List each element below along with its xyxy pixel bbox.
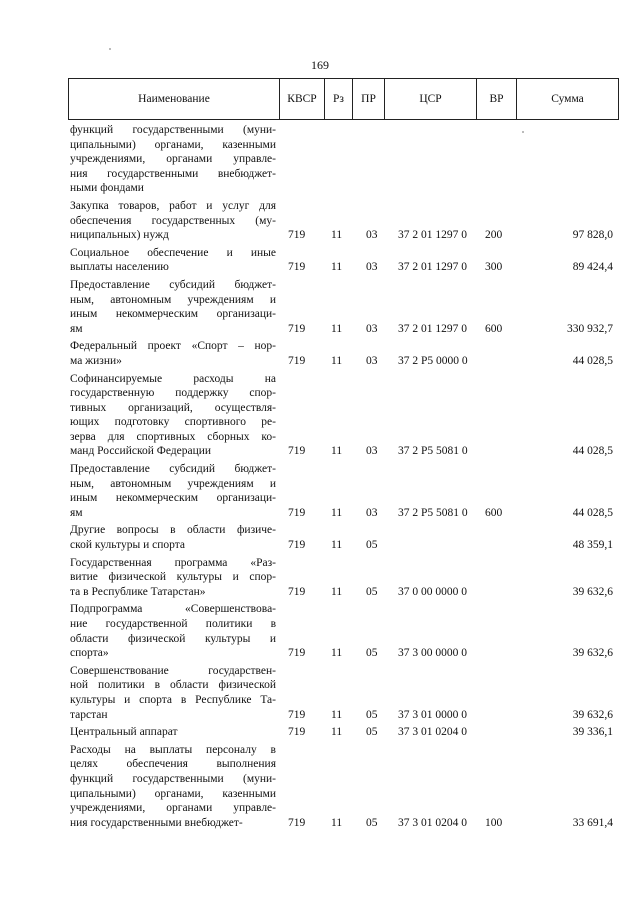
cell-pr: 03 [366, 229, 378, 242]
row-name [70, 372, 276, 463]
header-pr: ПР [353, 79, 385, 119]
row-name [70, 602, 276, 663]
table-body [70, 123, 619, 833]
table-row [70, 339, 619, 371]
row-name-line: функций государственными (муни- [70, 772, 276, 785]
row-name-line: та в Республике Татарстан» [70, 585, 206, 598]
cell-sum: 39 632,6 [572, 585, 613, 598]
cell-rz: 11 [331, 261, 343, 274]
row-name-line: ской культуры и спорта [70, 539, 185, 552]
header-sum: Сумма [551, 93, 584, 105]
row-name-line: иным некоммерческим организаци- [70, 492, 276, 505]
cell-csr: 37 0 00 0000 0 [398, 585, 467, 598]
cell-kvsr: 719 [288, 539, 306, 552]
cell-pr: 05 [366, 585, 378, 598]
row-name-line: целях обеспечения выполнения [70, 758, 276, 771]
cell-kvsr: 719 [288, 445, 306, 458]
cell-vr: 200 [485, 229, 503, 242]
cell-sum: 44 028,5 [572, 354, 613, 367]
row-name-line: манд Российской Федерации [70, 445, 212, 458]
cell-csr: 37 2 P5 5081 0 [398, 506, 468, 519]
row-name-line: ние государственной политики в [70, 618, 276, 630]
cell-rz: 11 [331, 322, 343, 335]
cell-rz: 11 [331, 354, 343, 367]
row-name-line: учреждениями, органами управле- [70, 802, 276, 815]
cell-sum: 33 691,4 [572, 816, 613, 829]
row-name-line: тивных организаций, осуществля- [70, 401, 276, 414]
row-name [70, 123, 276, 199]
table-row [70, 664, 619, 725]
scan-speck [522, 131, 524, 133]
row-name [70, 278, 276, 339]
cell-sum: 89 424,4 [572, 261, 613, 274]
cell-sum: 48 359,1 [572, 539, 613, 552]
row-name [70, 246, 276, 278]
cell-pr: 05 [366, 708, 378, 721]
cell-sum: 39 336,1 [572, 726, 613, 739]
row-name-line: иным некоммерческим организаци- [70, 308, 276, 321]
row-name [70, 462, 276, 523]
row-name-line: ям [70, 322, 83, 335]
cell-rz: 11 [331, 816, 343, 829]
cell-rz: 11 [331, 726, 343, 739]
cell-csr: 37 2 01 1297 0 [398, 261, 467, 274]
cell-kvsr: 719 [288, 708, 306, 721]
cell-pr: 03 [366, 322, 378, 335]
cell-pr: 03 [366, 445, 378, 458]
cell-kvsr: 719 [288, 506, 306, 519]
table-row [70, 199, 619, 246]
row-name-line: Социальное обеспечение и иные [70, 246, 276, 259]
cell-csr: 37 2 01 1297 0 [398, 322, 467, 335]
row-name-line: области физической культуры и [70, 632, 276, 645]
row-name-line: ными фондами [70, 182, 144, 195]
row-name-line: функций государственными (муни- [70, 124, 276, 136]
table-row [70, 602, 619, 663]
scan-speck [109, 48, 111, 50]
cell-kvsr: 719 [288, 585, 306, 598]
row-name-line: ной политики в области физической [70, 679, 276, 692]
row-name-line: витие физической культуры и спор- [70, 571, 276, 584]
table-row [70, 278, 619, 339]
cell-rz: 11 [331, 708, 343, 721]
row-name-line: Центральный аппарат [70, 726, 178, 739]
row-name-line: обеспечения государственных (му- [70, 214, 276, 227]
row-name-line: ципальными) органами, казенными [70, 787, 276, 800]
row-name-line: культуры и спорта в Республике Та- [70, 693, 276, 706]
row-name-line: Федеральный проект «Спорт – нор- [70, 340, 276, 353]
row-name-line: Предоставление субсидий бюджет- [70, 463, 276, 476]
cell-kvsr: 719 [288, 726, 306, 739]
cell-csr: 37 3 01 0204 0 [398, 726, 467, 739]
cell-rz: 11 [331, 647, 343, 660]
cell-sum: 44 028,5 [572, 445, 613, 458]
cell-sum: 44 028,5 [572, 506, 613, 519]
cell-rz: 11 [331, 445, 343, 458]
row-name-line: Другие вопросы в области физиче- [70, 524, 276, 537]
cell-vr: 600 [485, 506, 503, 519]
cell-rz: 11 [331, 539, 343, 552]
row-name-line: ям [70, 506, 83, 519]
cell-vr: 600 [485, 322, 503, 335]
cell-vr: 300 [485, 261, 503, 274]
cell-csr: 37 2 01 1297 0 [398, 229, 467, 242]
cell-csr: 37 2 P5 5081 0 [398, 445, 468, 458]
table-row [70, 372, 619, 463]
header-name: Наименование [69, 79, 280, 119]
row-name-line: ципальными) органами, казенными [70, 138, 276, 151]
cell-csr: 37 3 01 0204 0 [398, 816, 467, 829]
row-name-line: учреждениями, органами управле- [70, 153, 276, 166]
row-name-line: ющих подготовку спортивного ре- [70, 416, 276, 429]
cell-kvsr: 719 [288, 229, 306, 242]
row-name-line: ным, автономным учреждениям и [70, 293, 276, 306]
row-name-line: ния государственными внебюджет- [70, 167, 276, 180]
table-row [70, 123, 619, 199]
header-rz: Рз [325, 79, 353, 119]
table-row [70, 743, 619, 834]
row-name-line: ным, автономным учреждениям и [70, 477, 276, 490]
page-number: 169 [311, 58, 329, 72]
cell-csr: 37 3 00 0000 0 [398, 647, 467, 660]
cell-rz: 11 [331, 229, 343, 242]
row-name-line: ниципальных) нужд [70, 229, 169, 242]
row-name [70, 339, 276, 371]
cell-pr: 03 [366, 261, 378, 274]
header-vr: ВР [477, 79, 517, 119]
row-name-line: Совершенствование государствен- [70, 664, 276, 677]
cell-sum: 330 932,7 [567, 322, 613, 335]
row-name-line: Закупка товаров, работ и услуг для [70, 199, 276, 212]
table-row [70, 462, 619, 523]
row-name-line: Подпрограмма «Совершенствова- [70, 603, 276, 616]
table-row [70, 523, 619, 555]
cell-pr: 05 [366, 816, 378, 829]
cell-pr: 05 [366, 647, 378, 660]
cell-kvsr: 719 [288, 354, 306, 367]
row-name-line: Софинансируемые расходы на [70, 372, 276, 385]
cell-pr: 05 [366, 726, 378, 739]
table-row [70, 556, 619, 603]
cell-sum: 97 828,0 [572, 229, 613, 242]
cell-csr: 37 3 01 0000 0 [398, 708, 467, 721]
cell-kvsr: 719 [288, 647, 306, 660]
row-name [70, 664, 276, 725]
row-name-line: зерва для спортивных сборных ко- [70, 430, 276, 443]
row-name [70, 743, 276, 834]
cell-csr: 37 2 P5 0000 0 [398, 354, 468, 367]
row-name [70, 725, 276, 743]
row-name-line: выплаты населению [70, 261, 169, 274]
row-name [70, 556, 276, 603]
row-name-line: Государственная программа «Раз- [70, 556, 276, 569]
cell-kvsr: 719 [288, 816, 306, 829]
cell-rz: 11 [331, 506, 343, 519]
cell-kvsr: 719 [288, 322, 306, 335]
row-name-line: ма жизни» [70, 354, 122, 367]
cell-sum: 39 632,6 [572, 647, 613, 660]
cell-pr: 03 [366, 506, 378, 519]
table-row [70, 246, 619, 278]
cell-kvsr: 719 [288, 261, 306, 274]
table-row [70, 725, 619, 743]
row-name [70, 523, 276, 555]
cell-vr: 100 [485, 816, 503, 829]
header-kvsr: КВСР [280, 79, 325, 119]
table-header [68, 78, 619, 120]
row-name-line: Расходы на выплаты персоналу в [70, 743, 276, 756]
cell-pr: 03 [366, 354, 378, 367]
cell-rz: 11 [331, 585, 343, 598]
row-name-line: тарстан [70, 708, 108, 721]
row-name-line: ния государственными внебюджет- [70, 816, 243, 829]
header-csr: ЦСР [385, 79, 477, 119]
row-name-line: государственную поддержку спор- [70, 387, 276, 400]
row-name-line: Предоставление субсидий бюджет- [70, 278, 276, 291]
row-name-line: спорта» [70, 647, 109, 660]
row-name [70, 199, 276, 246]
cell-pr: 05 [366, 539, 378, 552]
cell-sum: 39 632,6 [572, 708, 613, 721]
